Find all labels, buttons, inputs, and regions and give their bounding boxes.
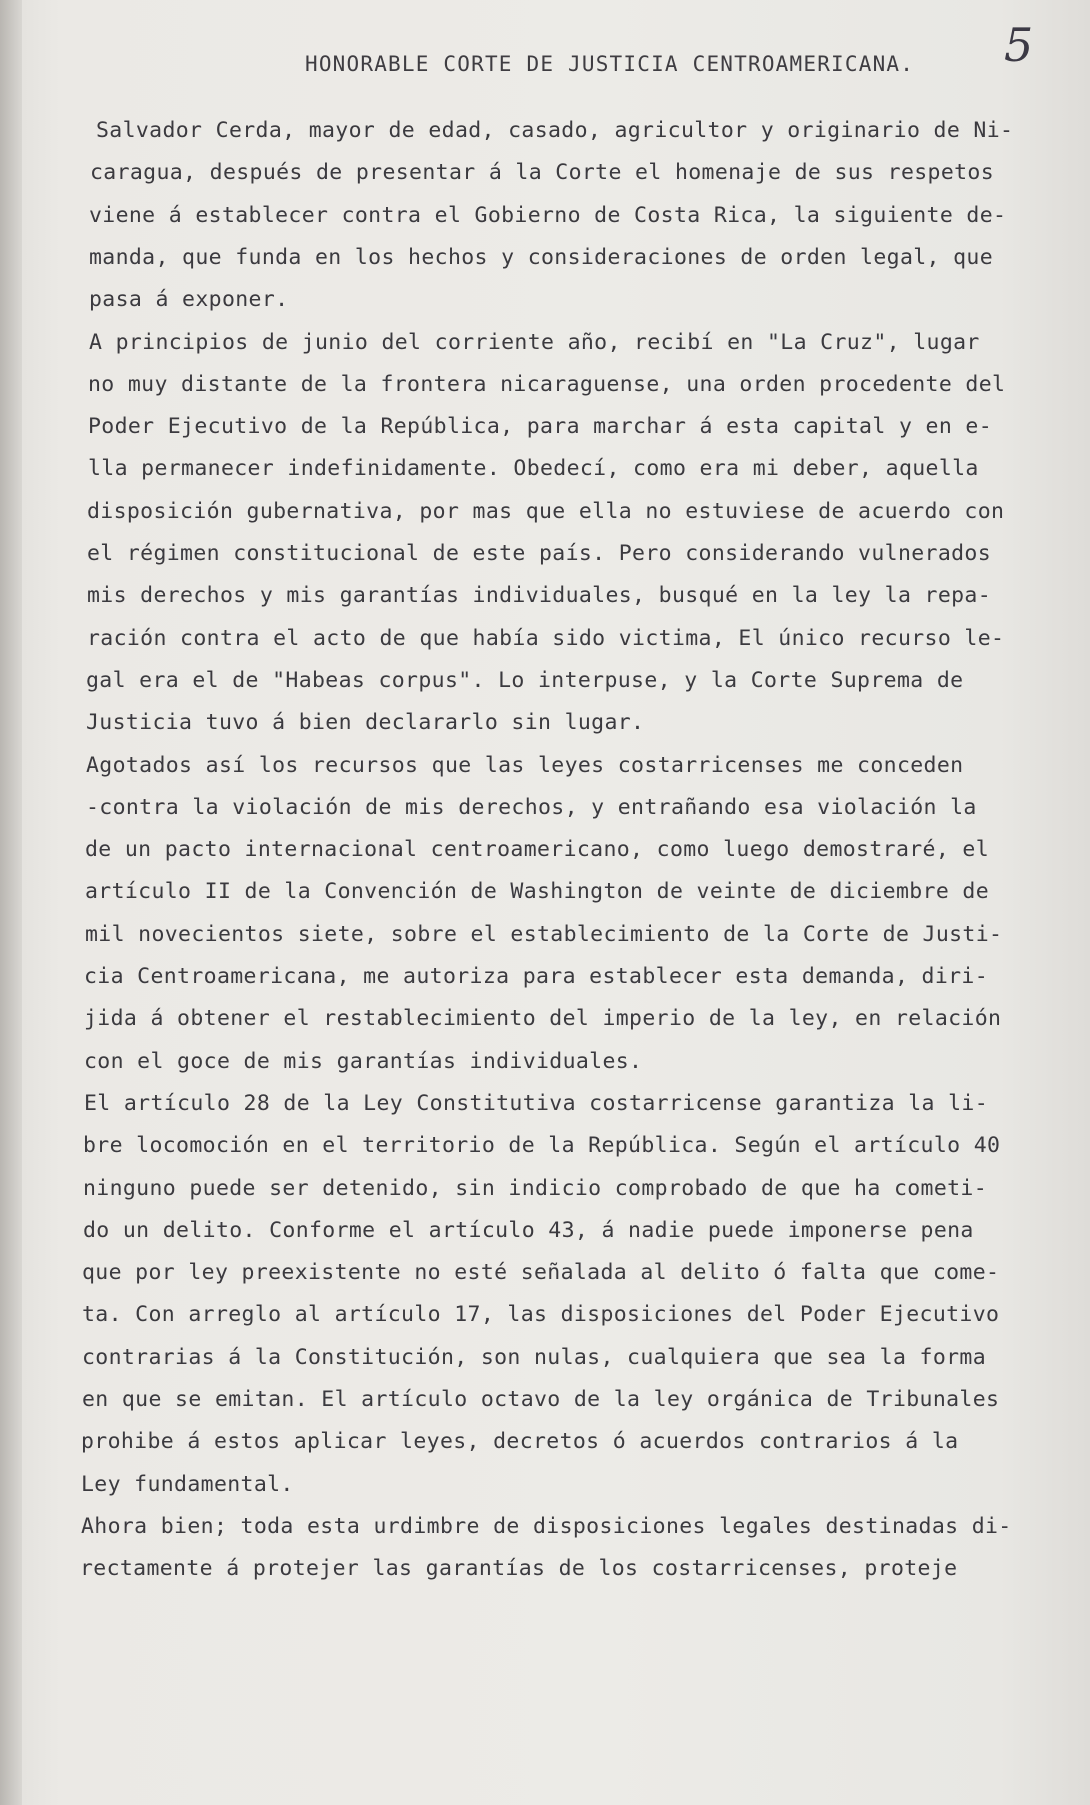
text-line: mis derechos y mis garantías individuales, busqué en la ley la repa- [87,583,991,609]
text-line: Ley fundamental. [81,1471,294,1497]
text-line: ninguno puede ser detenido, sin indicio comprobado de que ha cometi- [83,1175,987,1201]
text-line: jida á obtener el restablecimiento del imperio de la ley, en relación [84,1006,1002,1032]
text-line: viene á establecer contra el Gobierno de Costa Rica, la siguiente de- [89,202,1007,228]
text-line: ta. Con arreglo al artículo 17, las disposiciones del Poder Ejecutivo [82,1302,1000,1328]
text-line: prohibe á estos aplicar leyes, decretos ó acuerdos contrarios á la [81,1429,959,1455]
page-number: 5 [1004,18,1034,72]
text-line: Poder Ejecutivo de la República, para marchar á esta capital y en e- [88,414,992,440]
text-line: Salvador Cerda, mayor de edad, casado, agricultor y originario de Ni- [96,118,1014,143]
text-line: mil novecientos siete, sobre el establecimiento de la Corte de Justi- [85,921,1003,947]
text-line: Agotados así los recursos que las leyes costarricenses me conceden [86,752,964,778]
text-line: ración contra el acto de que había sido victima, El único recurso le- [87,625,1005,651]
text-line: Justicia tuvo á bien declararlo sin lugar. [86,710,645,736]
text-line: pasa á exponer. [89,287,289,313]
text-line: que por ley preexistente no esté señalada al delito ó falta que come- [82,1260,1000,1286]
text-line: Ahora bien; toda esta urdimbre de disposiciones legales destinadas di- [81,1513,1012,1539]
text-line: gal era el de "Habeas corpus". Lo interpuse, y la Corte Suprema de [86,667,964,693]
text-line: do un delito. Conforme el artículo 43, á nadie puede imponerse pena [83,1217,974,1243]
document-heading: HONORABLE CORTE DE JUSTICIA CENTROAMERICANA. [305,52,915,76]
text-line: no muy distante de la frontera nicaraguense, una orden procedente del [88,371,1006,397]
text-line: cia Centroamericana, me autoriza para establecer esta demanda, diri- [84,964,988,989]
text-line: rectamente á protejer las garantías de los costarricenses, proteje [80,1556,958,1582]
text-line: disposición gubernativa, por mas que ella no estuviese de acuerdo con [87,498,1005,524]
text-line: El artículo 28 de la Ley Constitutiva costarricense garantiza la li- [84,1090,988,1116]
text-line: lla permanecer indefinidamente. Obedecí, como era mi deber, aquella [88,456,979,482]
text-line: bre locomoción en el territorio de la República. Según el artículo 40 [83,1133,1001,1159]
text-line: contrarias á la Constitución, son nulas, cualquiera que sea la forma [82,1344,986,1370]
text-line: el régimen constitucional de este país. Pero considerando vulnerados [87,541,991,566]
text-line: en que se emitan. El artículo octavo de la ley orgánica de Tribunales [82,1387,1000,1412]
text-line: A principios de junio del corriente año, recibí en "La Cruz", lugar [89,329,980,355]
text-line: con el goce de mis garantías individuales. [84,1048,643,1074]
text-line: caragua, después de presentar á la Corte el homenaje de sus respetos [90,160,994,186]
text-line: artículo II de la Convención de Washington de veinte de diciembre de [85,879,989,905]
text-line: -contra la violación de mis derechos, y entrañando esa violación la [86,794,977,820]
text-line: de un pacto internacional centroamericano, como luego demostraré, el [85,837,989,863]
page-edge-shadow [0,0,22,1805]
text-line: manda, que funda en los hechos y consideraciones de orden legal, que [89,244,993,270]
